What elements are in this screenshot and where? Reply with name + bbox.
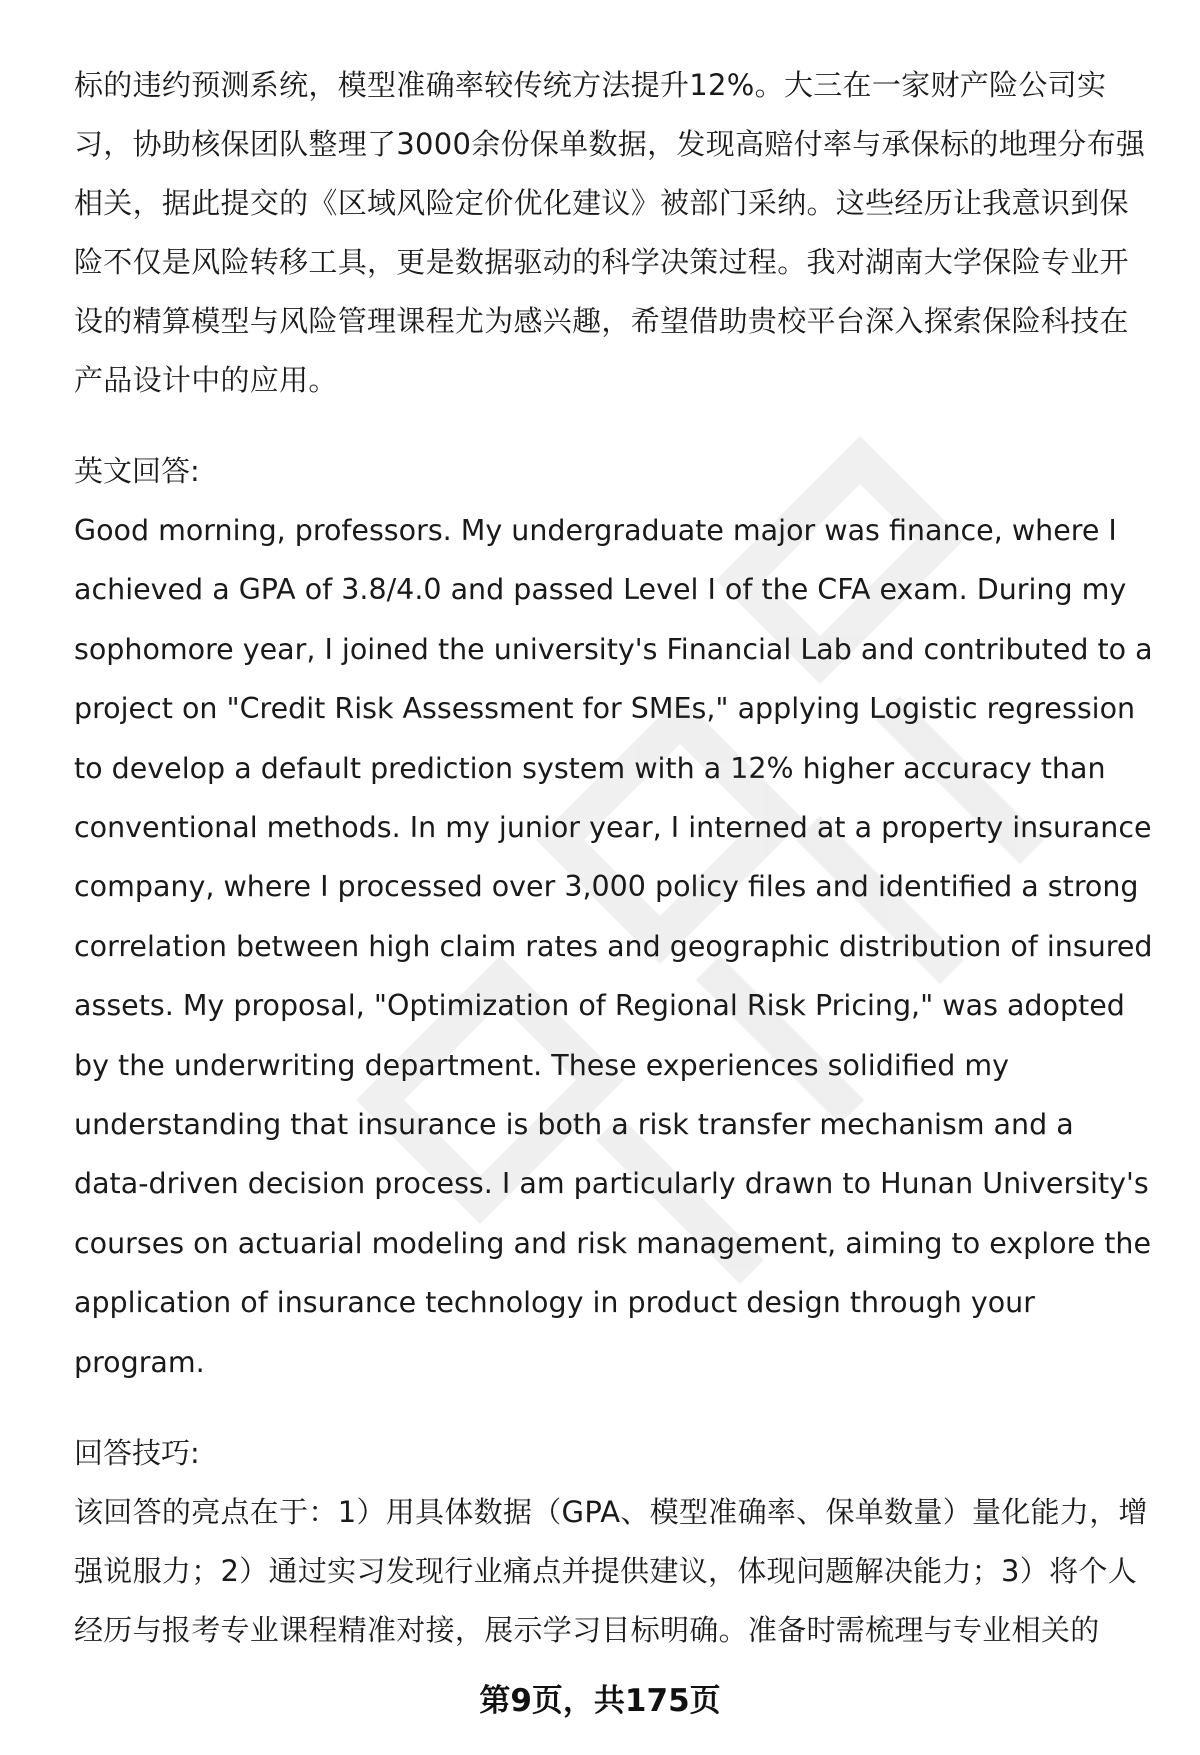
page-number-footer: 第9页，共175页 — [479, 1683, 721, 1719]
tips-label: 回答技巧: — [74, 1436, 200, 1471]
english-answer-label: 英文回答: — [74, 454, 200, 488]
tips-paragraph: 该回答的亮点在于：1）用具体数据（GPA、模型准确率、保单数量）量化能力，增强说服力；2）通过实习发现行业痛点并提供建议，体现问题解决能力；3）将个人经历与报考专业课程精准对接，展示学习目标明确。准备时需梳理与专业相关的 — [74, 1495, 1148, 1648]
english-answer-paragraph: Good morning, professors. My undergraduate major was finance, where I achieved a GPA of 3.8/4.0 and passed Level I of the CFA exam. During my sophomore year, I joined the university's Financial Lab and contributed to a project on "Credit Risk Assessment for SMEs," applying Logistic regression to develop a default prediction system with a 12% higher accuracy than conventional methods. In my junior year, I interned at a property insurance company, where I processed over 3,000 policy files and identified a strong correlation between high claim rates and geographic distribution of insured assets. My proposal, "Optimization of Regional Risk Pricing," was adopted by the underwriting department. These experiences solidified my understanding that insurance is both a risk transfer mechanism and a data-driven decision process. I am particularly drawn to Hunan University's courses on actuarial modeling and risk management, aiming to explore the application of insurance technology in product design through your program. — [74, 514, 1153, 1379]
page-content — [74, 56, 1154, 1660]
intro-paragraph: 标的违约预测系统，模型准确率较传统方法提升12%。大三在一家财产险公司实习，协助核保团队整理了3000余份保单数据，发现高赔付率与承保标的地理分布强相关，据此提交的《区域风险定价优化建议》被部门采纳。这些经历让我意识到保险不仅是风险转移工具，更是数据驱动的科学决策过程。我对湖南大学保险专业开设的精算模型与风险管理课程尤为感兴趣，希望借助贵校平台深入探索保险科技在产品设计中的应用。 — [74, 68, 1146, 397]
